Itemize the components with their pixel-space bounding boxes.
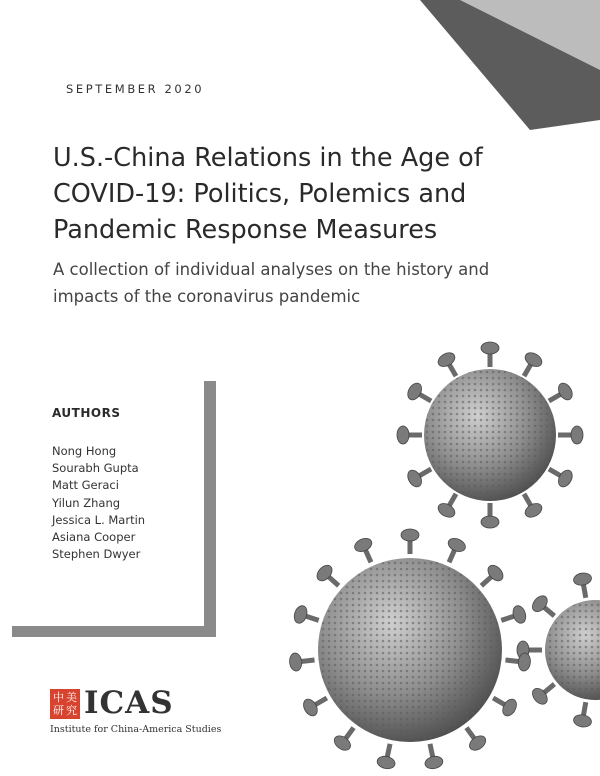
author-name: Yilun Zhang xyxy=(52,495,121,510)
author-name: Matt Geraci xyxy=(52,478,119,493)
title-line: COVID-19: Politics, Polemics and xyxy=(53,179,467,209)
seal-character: 究 xyxy=(66,704,77,717)
author-name: Nong Hong xyxy=(52,444,117,458)
author-name: Sourabh Gupta xyxy=(52,461,139,476)
virus-particle-edge xyxy=(517,572,600,729)
seal-character: 研 xyxy=(53,704,64,717)
author-name: Asiana Cooper xyxy=(52,530,136,545)
author-name: Stephen Dwyer xyxy=(52,547,141,562)
title-line: U.S.-China Relations in the Age of xyxy=(53,143,483,173)
subtitle-line: A collection of individual analyses on the history and xyxy=(53,260,490,279)
report-date: SEPTEMBER 2020 xyxy=(66,82,205,96)
seal-character: 美 xyxy=(66,691,77,704)
subtitle-line: impacts of the coronavirus pandemic xyxy=(53,287,361,306)
virus-particle-main xyxy=(289,529,532,770)
icas-logo xyxy=(50,685,250,739)
seal-character: 中 xyxy=(53,691,64,704)
logo-tagline: Institute for China-America Studies xyxy=(50,724,222,735)
report-title xyxy=(53,140,573,248)
virus-particle-upper xyxy=(397,342,583,528)
authors-heading: AUTHORS xyxy=(52,406,121,420)
logo-seal xyxy=(50,689,80,719)
author-name: Jessica L. Martin xyxy=(52,512,146,527)
title-line: Pandemic Response Measures xyxy=(53,215,438,245)
logo-wordmark: ICAS xyxy=(84,685,174,721)
coronavirus-illustration xyxy=(200,295,600,776)
authors-list xyxy=(52,443,145,563)
